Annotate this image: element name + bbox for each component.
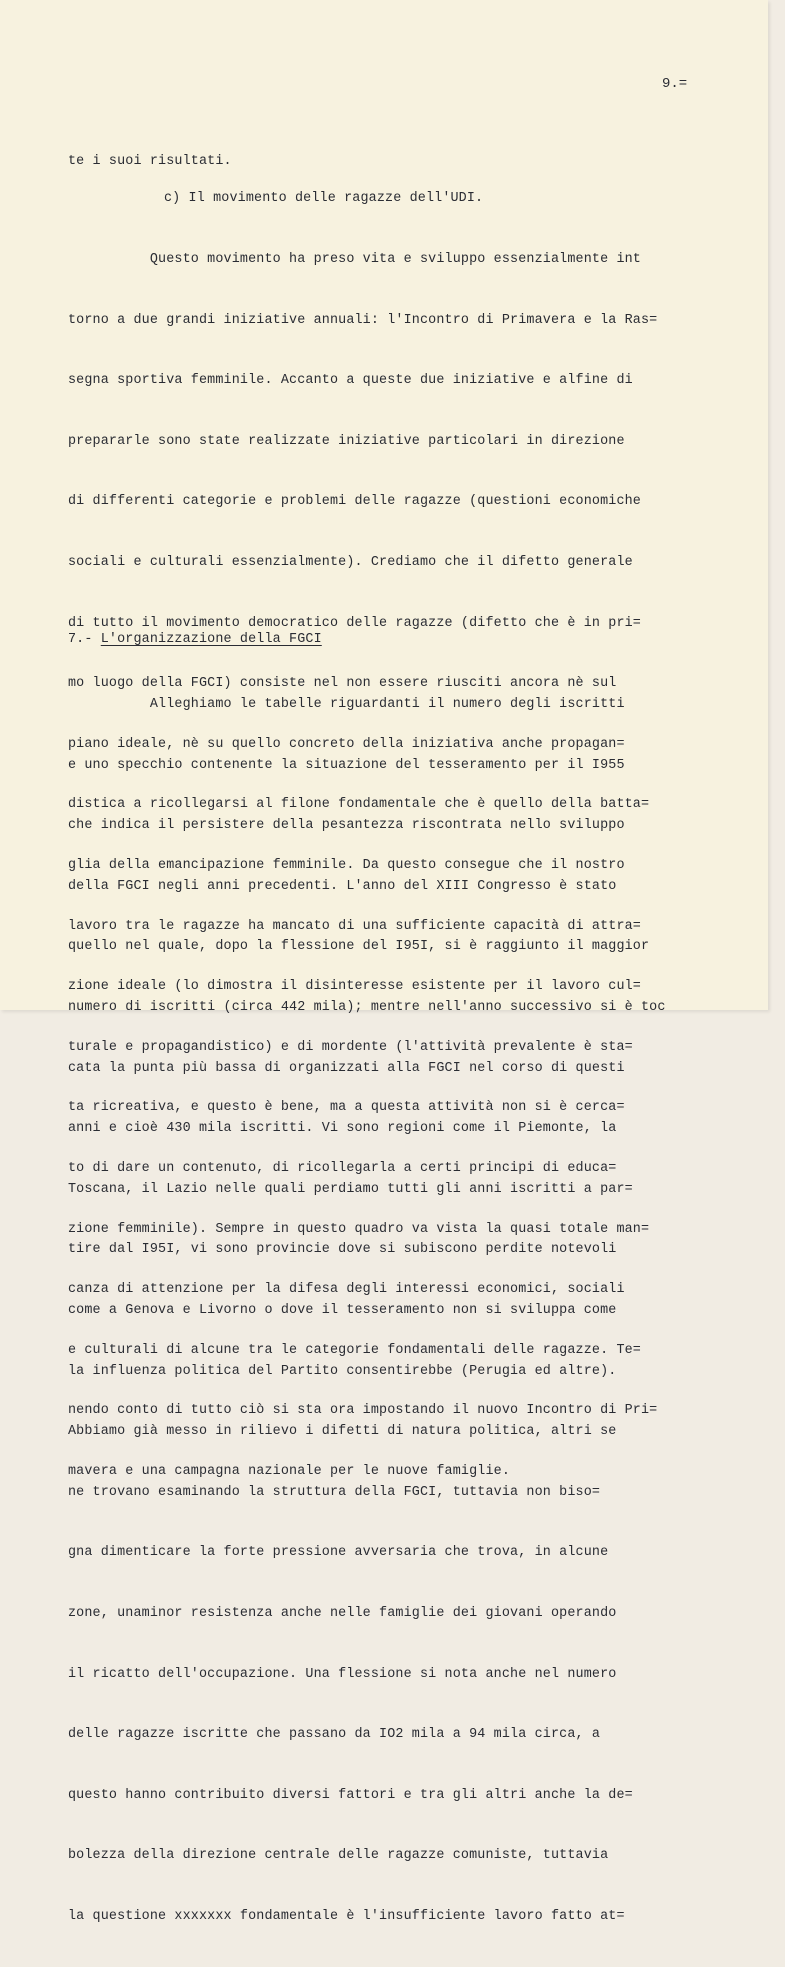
text-line: che indica il persistere della pesantezza riscontrata nello sviluppo [68,818,625,834]
text-line: e culturali di alcune tra le categorie fondamentali delle ragazze. Te= [68,1342,641,1358]
page-number: 9.= [662,76,688,92]
text-line: turale e propagandistico) e di mordente (l'attività prevalente è sta= [68,1039,633,1055]
text-line: mo luogo della FGCI) consiste nel non essere riusciti ancora nè sul [68,676,617,692]
text-line: Toscana, il Lazio nelle quali perdiamo tutti gli anni iscritti a par= [68,1181,633,1197]
text-line: distica a ricollegarsi al filone fondamentale che è quello della batta= [68,797,650,813]
text-line: come a Genova e Livorno o dove il tesseramento non si sviluppa come [68,1302,617,1318]
section-7-heading-line [68,630,758,650]
section-7 [68,590,758,1967]
text-line: canza di attenzione per la difesa degli interessi economici, sociali [68,1282,625,1298]
text-line: numero di iscritti (circa 442 mila); mentre nell'anno successivo si è toc [68,999,666,1015]
text-line: di differenti categorie e problemi delle ragazze (questioni economiche [68,494,641,510]
text-line: mavera e una campagna nazionale per le nuove famiglie. [68,1463,511,1479]
text-line: questo hanno contribuito diversi fattori e tra gli altri anche la de= [68,1787,633,1803]
text-line: delle ragazze iscritte che passano da IO2 mila a 94 mila circa, a [68,1727,601,1743]
text-line: quello nel quale, dopo la flessione del I95I, si è raggiunto il maggior [68,939,650,955]
text-line: tire dal I95I, vi sono provincie dove si subiscono perdite notevoli [68,1242,617,1258]
text-line: nendo conto di tutto ciò si sta ora impostando il nuovo Incontro di Pri= [68,1403,658,1419]
text-line: bolezza della direzione centrale delle ragazze comuniste, tuttavia [68,1848,609,1864]
text-line: anni e cioè 430 mila iscritti. Vi sono regioni come il Piemonte, la [68,1121,617,1137]
text-line: zione ideale (lo dimostra il disinteresse esistente per il lavoro cul= [68,979,641,995]
text-line: Questo movimento ha preso vita e sviluppo essenzialmente int [68,252,641,267]
text-line: prepararle sono state realizzate iniziative particolari in direzione [68,433,625,449]
text-line: gna dimenticare la forte pressione avversaria che trova, in alcune [68,1545,609,1561]
text-line: della FGCI negli anni precedenti. L'anno del XIII Congresso è stato [68,878,617,894]
text-line: il ricatto dell'occupazione. Una flessione si nota anche nel numero [68,1666,617,1682]
text-line: Alleghiamo le tabelle riguardanti il numero degli iscritti [68,697,625,712]
text-line: cata la punta più bassa di organizzati alla FGCI nel corso di questi [68,1060,625,1076]
section-7-heading: L'organizzazione della FGCI [100,632,322,648]
section-7-number: 7.- [68,632,101,648]
text-line: la questione xxxxxxx fondamentale è l'insufficiente lavoro fatto at= [68,1908,625,1924]
text-line: to di dare un contenuto, di ricollegarla a certi principi di educa= [68,1160,617,1176]
text-line: torno a due grandi iniziative annuali: l'Incontro di Primavera e la Ras= [68,312,658,328]
text-line: piano ideale, nè su quello concreto della iniziativa anche propagan= [68,736,625,752]
text-line: ta ricreativa, e questo è bene, ma a questa attività non si è cerca= [68,1100,625,1116]
text-line: te i suoi risultati. [68,154,232,170]
text-line: sociali e culturali essenzialmente). Crediamo che il difetto generale [68,554,633,570]
text-line: e uno specchio contenente la situazione del tesseramento per il I955 [68,757,625,773]
text-line: segna sportiva femminile. Accanto a queste due iniziative e alfine di [68,373,633,389]
text-line: di tutto il movimento democratico delle ragazze (difetto che è in pri= [68,615,641,631]
text-line: glia della emancipazione femminile. Da questo consegue che il nostro [68,857,625,873]
text-line: ne trovano esaminando la struttura della FGCI, tuttavia non biso= [68,1484,601,1500]
section-c-heading: c) Il movimento delle ragazze dell'UDI. [164,191,484,207]
text-line: Abbiamo già messo in rilievo i difetti di natura politica, altri se [68,1424,617,1440]
text-line: zone, unaminor resistenza anche nelle famiglie dei giovani operando [68,1605,617,1621]
text-line: zione femminile). Sempre in questo quadro va vista la quasi totale man= [68,1221,650,1237]
text-line: lavoro tra le ragazze ha mancato di una sufficiente capacità di attra= [68,918,641,934]
text-line: la influenza politica del Partito consentirebbe (Perugia ed altre). [68,1363,617,1379]
